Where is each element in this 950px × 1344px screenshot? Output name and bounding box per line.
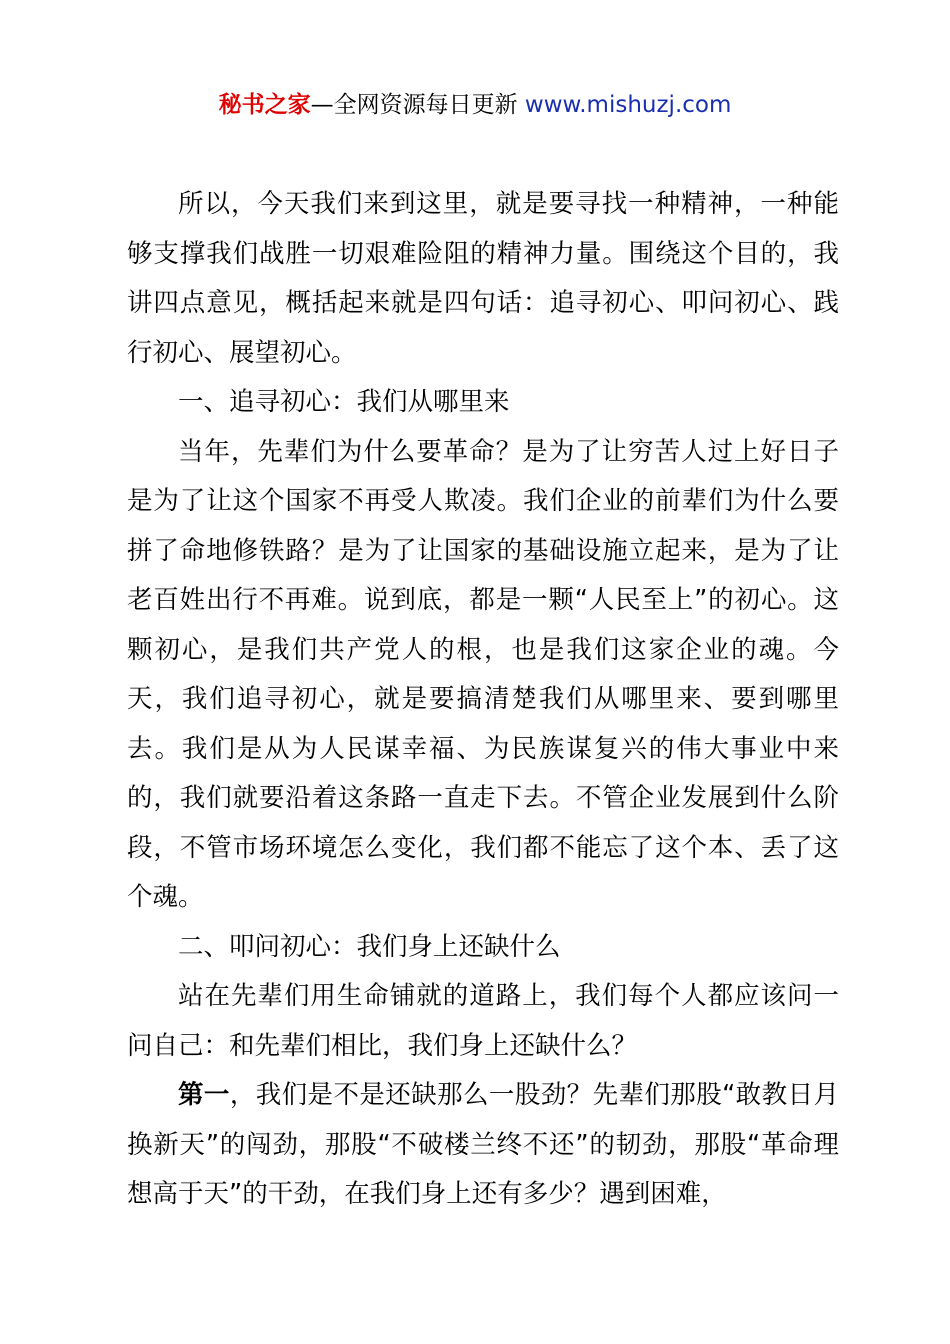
page-header: [0, 88, 950, 122]
header-tagline: —全网资源每日更新: [310, 92, 525, 118]
site-url-link[interactable]: www.mishuzj.com: [524, 92, 732, 118]
paragraph-section-1: 当年，先辈们为什么要革命？是为了让穷苦人过上好日子是为了让这个国家不再受人欺凌。我们企业的前辈们为什么要拼了命地修铁路？是为了让国家的基础设施立起来，是为了让老百姓出行不再难。说到底，都是一颗“人民至上”的初心。这颗初心，是我们共产党人的根，也是我们这家企业的魂。今天，我们追寻初心，就是要搞清楚我们从哪里来、要到哪里去。我们是从为人民谋幸福、为民族谋复兴的伟大事业中来的，我们就要沿着这条路一直走下去。不管企业发展到什么阶段，不管市场环境怎么变化，我们都不能忘了这个本、丢了这个魂。: [127, 436, 839, 912]
paragraph-section-2: 站在先辈们用生命铺就的道路上，我们每个人都应该问一问自己：和先辈们相比，我们身上还缺什么？: [127, 981, 839, 1061]
section-heading-1: 一、追寻初心：我们从哪里来: [178, 387, 510, 417]
brand-name: 秘书之家: [218, 92, 311, 118]
paragraph-point-1: [127, 1071, 839, 1220]
paragraph-intro: 所以，今天我们来到这里，就是要寻找一种精神，一种能够支撑我们战胜一切艰难险阻的精神力量。围绕这个目的，我讲四点意见，概括起来就是四句话：追寻初心、叩问初心、践行初心、展望初心。: [127, 189, 839, 368]
point-1-lead: 第一: [178, 1080, 230, 1110]
point-1-text: ，我们是不是还缺那么一股劲？先辈们那股“敢教日月换新天”的闯劲，那股“不破楼兰终不还”的韧劲，那股“革命理想高于天”的干劲，在我们身上还有多少？遇到困难，: [127, 1080, 839, 1209]
document-body: [127, 180, 839, 1220]
section-heading-2: 二、叩问初心：我们身上还缺什么: [178, 931, 561, 962]
